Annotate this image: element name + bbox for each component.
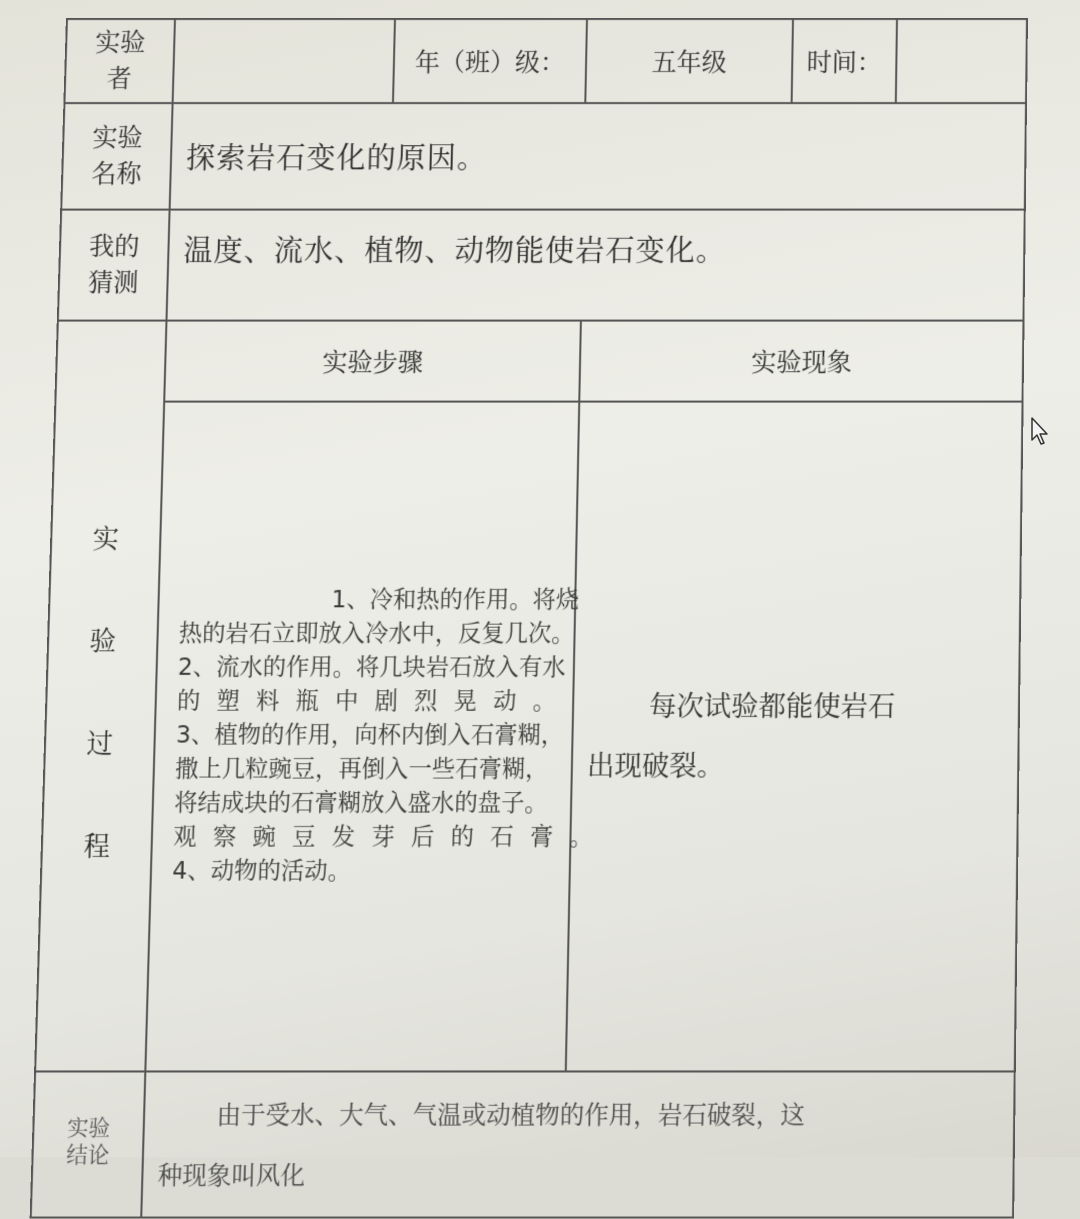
steps-header: 实验步骤 [164, 321, 581, 402]
experiment-record-document [30, 18, 1026, 1204]
name-value[interactable]: 探索岩石变化的原因。 [170, 103, 1026, 210]
phenomenon-content[interactable]: 每次试验都能使岩石 出现破裂。 [566, 402, 1023, 1072]
guess-value[interactable]: 温度、流水、植物、动物能使岩石变化。 [166, 210, 1024, 321]
name-row [61, 103, 1026, 210]
time-value[interactable] [896, 19, 1027, 103]
grade-label: 年（班）级： [393, 19, 587, 103]
experimenter-label: 实验者 [64, 19, 175, 103]
process-label: 实 验 过 程 [35, 321, 166, 1072]
experiment-record-table [30, 18, 1028, 1219]
mouse-pointer-icon [1030, 416, 1052, 446]
steps-content[interactable]: 1、冷和热的作用。将烧 热的岩石立即放入冷水中，反复几次。 2、流水的作用。将几块岩石放入有水 的塑料瓶中剧烈晃动。 3、植物的作用，向杯内倒入石膏糊， 撒上几粒豌豆，再倒入一些石膏糊， 将结成块的石膏糊放入盛水的盘子。 观察豌豆发芽后的石膏。 4、动物的活动。 [145, 402, 579, 1072]
name-label: 实验 名称 [61, 103, 172, 210]
header-row [64, 19, 1027, 103]
guess-label: 我的 猜测 [58, 210, 170, 321]
conclusion-content[interactable]: 由于受水、大气、气温或动植物的作用，岩石破裂，这 种现象叫风化 [141, 1071, 1015, 1217]
guess-row [58, 210, 1025, 321]
time-label: 时间： [792, 19, 897, 103]
experimenter-value[interactable] [173, 19, 395, 103]
process-header-row [55, 321, 1023, 402]
phenomenon-header: 实验现象 [579, 321, 1023, 402]
conclusion-row [31, 1071, 1015, 1217]
process-content-row [35, 402, 1022, 1072]
conclusion-label: 实验 结论 [31, 1071, 146, 1217]
grade-value[interactable]: 五年级 [585, 19, 793, 103]
